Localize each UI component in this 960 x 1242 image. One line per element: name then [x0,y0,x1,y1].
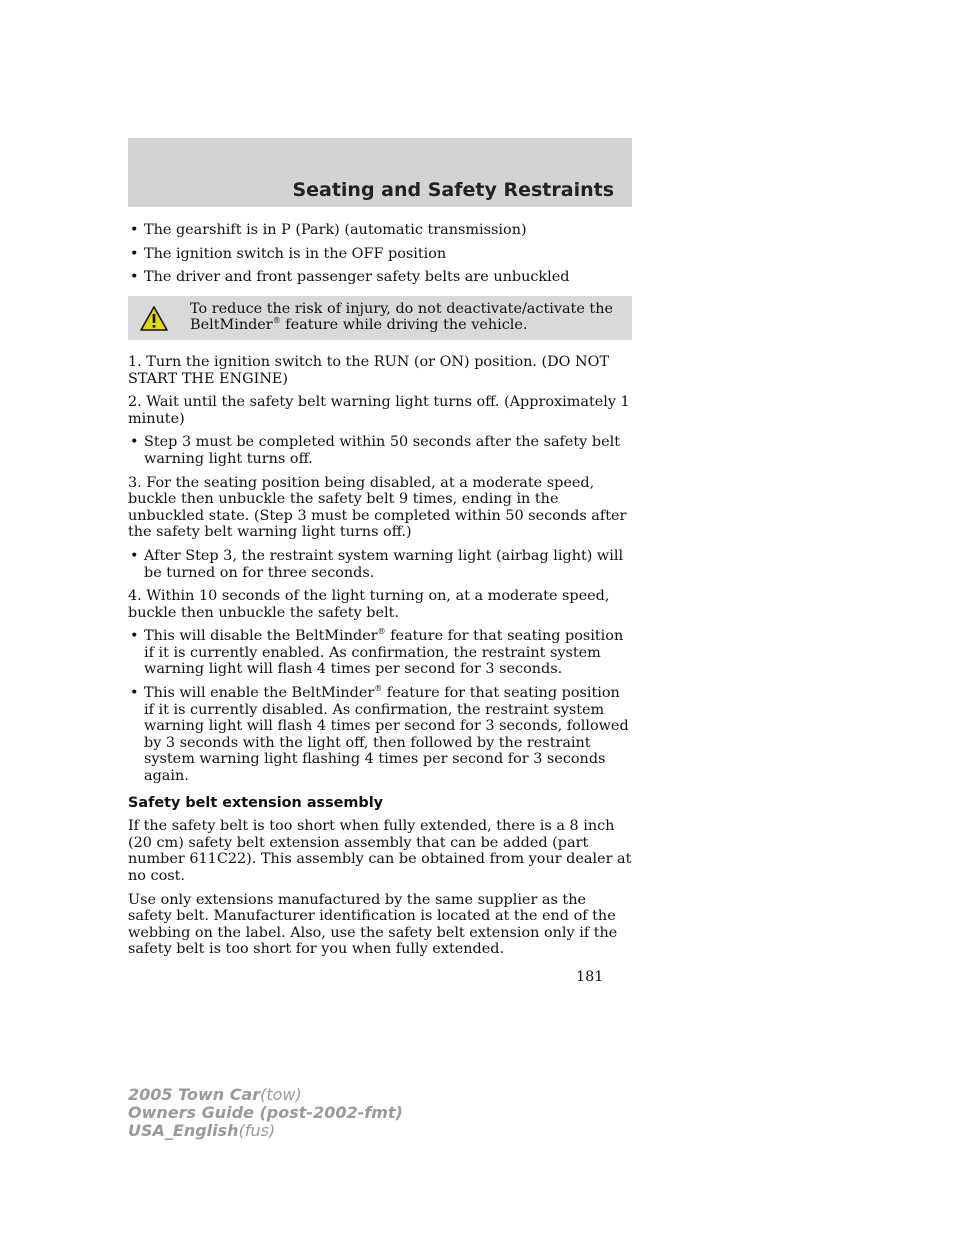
warning-prefix: BeltMinder [190,317,273,334]
extension-paragraph-2: Use only extensions manufactured by the same supplier as the safety belt. Manufacturer identification is located at the end of the webbing on the label. Also, use the safety belt extension only if the safety belt is too short for you when fully extended. [128,891,618,958]
step-4: 4. Within 10 seconds of the light turning on, at a moderate speed, buckle then unbuckle the safety belt. [128,588,610,621]
step-1: 1. Turn the ignition switch to the RUN (or ON) position. (DO NOT START THE ENGINE) [128,353,610,387]
extension-paragraph-1: If the safety belt is too short when fully extended, there is a 8 inch (20 cm) safety belt extension assembly that can be added (part number 611C22). This assembly can be obtained from your dealer at no cost. [128,818,632,884]
step-3: 3. For the seating position being disabled, at a moderate speed, buckle then unbuckle the safety belt 9 times, ending in the unbuckled state. (Step 3 must be completed within 50 seconds after the safety belt warning light turns off.) [128,474,627,541]
condition-item: • The ignition switch is in the OFF position [128,246,632,263]
footer-line [128,1086,403,1104]
step-2-note: • Step 3 must be completed within 50 seconds after the safety belt warning light turns off. [128,434,632,467]
condition-item: • The gearshift is in P (Park) (automatic transmission) [128,222,632,239]
footer-guide: Owners Guide (post-2002-fmt) [128,1103,403,1122]
warning-suffix: feature while driving the vehicle. [280,317,528,334]
registered-mark: ® [374,684,383,694]
footer-language-code: (fus) [238,1121,276,1140]
footer-line [128,1122,403,1140]
enable-suffix: feature for that seating position if it is currently disabled. As confirmation, the restraint system warning light will flash 4 times per second for 3 seconds, followed by 3 seconds with the light off, then followed by the restraint system warning light flashing 4 times per second for 3 seconds again. [144,685,629,785]
step-3-note: • After Step 3, the restraint system warning light (airbag light) will be turned on for three seconds. [128,548,632,581]
disable-suffix: feature for that seating position if it is currently enabled. As confirmation, the restraint system warning light will flash 4 times per second for 3 seconds. [144,628,624,678]
warning-line-2 [190,317,624,334]
enable-prefix: This will enable the BeltMinder [144,685,375,702]
warning-line-1: To reduce the risk of injury, do not deactivate/activate the [190,300,613,317]
document-footer [128,1086,403,1140]
footer-line [128,1104,403,1122]
warning-triangle-icon [140,306,168,331]
footer-model: 2005 Town Car [128,1085,261,1104]
registered-mark: ® [272,316,281,326]
warning-box [128,296,632,340]
page-number: 181 [576,969,604,985]
footer-language: USA_English [128,1121,239,1140]
page-content [128,222,632,965]
enable-note [128,685,632,785]
section-heading: Safety belt extension assembly [128,794,384,811]
condition-item: • The driver and front passenger safety belts are unbuckled [128,269,632,286]
section-title: Seating and Safety Restraints [292,179,614,201]
header-band [128,138,632,207]
step-2: 2. Wait until the safety belt warning light turns off. (Approximately 1 minute) [128,394,630,427]
disable-prefix: This will disable the BeltMinder [144,628,378,645]
disable-note [128,628,632,678]
footer-model-code: (tow) [260,1085,302,1104]
registered-mark: ® [377,627,386,637]
